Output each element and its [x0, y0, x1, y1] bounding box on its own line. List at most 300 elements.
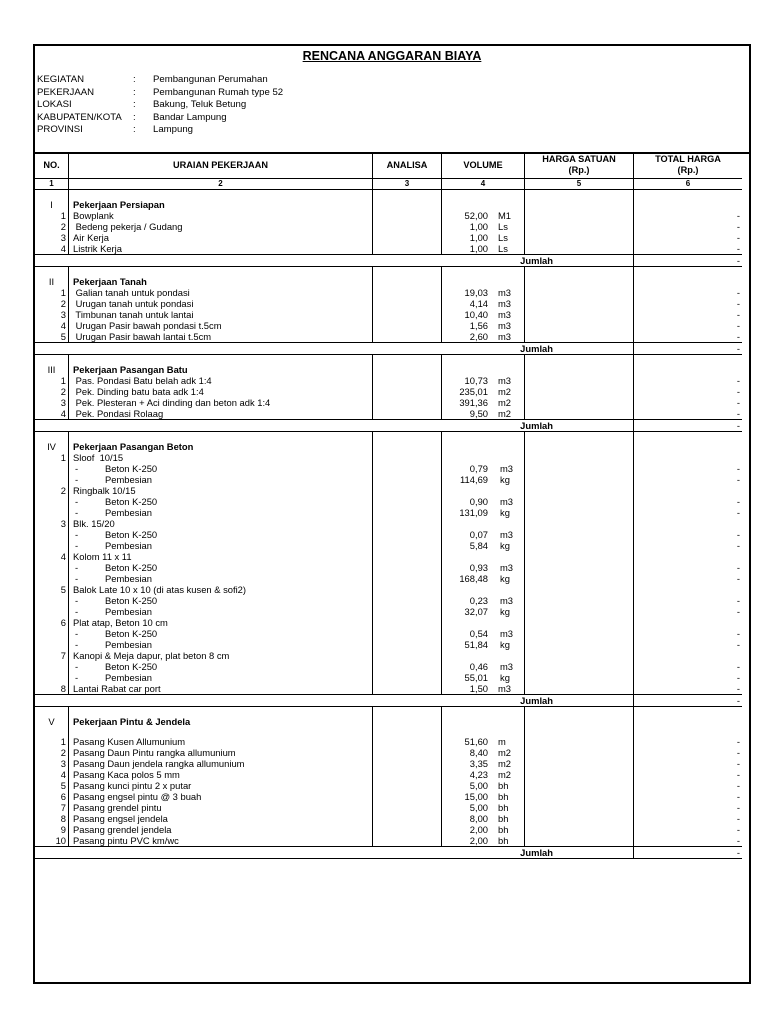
item-row [35, 375, 742, 386]
cell-total-harga: - [736, 628, 740, 639]
blank-row [35, 727, 742, 736]
cell-no [35, 267, 69, 277]
cell-total-harga: - [736, 595, 740, 606]
cell-uraian [69, 432, 373, 442]
subitem-dash: - [75, 562, 79, 573]
cell-analisa [373, 518, 442, 529]
cell-volume-unit: kg [490, 474, 525, 485]
info-colon: : [133, 111, 136, 123]
cell-uraian: Pek. Dinding batu bata adk 1:4 [69, 386, 373, 397]
cell-total-harga: - [736, 496, 740, 507]
cell-harga-satuan [525, 309, 634, 320]
cell-no [35, 529, 69, 540]
col-volume-header: VOLUME [442, 152, 525, 179]
cell-harga-satuan [525, 529, 634, 540]
cell-volume-unit: Ls [490, 221, 525, 232]
cell-volume-qty [442, 584, 491, 595]
subitem-row [35, 463, 742, 474]
cell-volume-qty: 51,60 [464, 736, 488, 747]
cell-no: 1 [35, 375, 69, 386]
cell-no: 3 [35, 232, 69, 243]
cell-volume-unit: m3 [490, 320, 525, 331]
cell-harga-satuan [525, 432, 634, 442]
cell-harga-satuan [525, 802, 634, 813]
cell-harga-satuan [525, 617, 634, 628]
jumlah-label: Jumlah [69, 847, 634, 859]
cell-volume-unit: bh [490, 835, 525, 847]
info-label: PROVINSI [37, 124, 83, 136]
cell-harga-satuan [525, 707, 634, 717]
cell-harga-satuan [525, 386, 634, 397]
cell-analisa [373, 769, 442, 780]
cell-no: 4 [35, 320, 69, 331]
cell-volume-unit: m3 [490, 287, 525, 298]
cell-analisa [373, 355, 442, 365]
cell-volume-qty: 51,84 [464, 639, 488, 650]
cell-analisa [373, 562, 442, 573]
cell-harga-satuan [525, 606, 634, 617]
cell-analisa [373, 551, 442, 562]
section-row [35, 276, 742, 287]
item-row [35, 758, 742, 769]
cell-no: 1 [35, 736, 69, 747]
cell-total-harga: - [736, 232, 740, 243]
cell-volume-qty: 10,73 [464, 375, 488, 386]
cell-uraian: Pasang grendel pintu [69, 802, 373, 813]
item-row [35, 551, 742, 562]
cell-volume-qty [442, 190, 491, 200]
cell-analisa [373, 780, 442, 791]
cell-harga-satuan [525, 780, 634, 791]
cell-uraian [69, 540, 373, 551]
cell-uraian: Pasang kunci pintu 2 x putar [69, 780, 373, 791]
subtotal-row [35, 343, 742, 355]
cell-analisa [373, 386, 442, 397]
cell-volume-qty: 0,90 [469, 496, 488, 507]
cell-volume-unit [490, 364, 525, 375]
cell-no [35, 695, 69, 707]
item-row [35, 408, 742, 420]
cell-no [35, 606, 69, 617]
cell-no: II [35, 276, 69, 287]
blank-row [35, 355, 742, 365]
cell-volume-qty [442, 432, 491, 442]
cell-no: 4 [35, 551, 69, 562]
subitem-label: Pembesian [105, 606, 152, 617]
col-uraian-header: URAIAN PEKERJAAN [69, 152, 373, 179]
cell-no: IV [35, 441, 69, 452]
cell-volume-qty: 15,00 [464, 791, 488, 802]
cell-total-harga: - [736, 573, 740, 584]
cell-volume-qty: 168,48 [459, 573, 488, 584]
cell-uraian [69, 463, 373, 474]
item-row [35, 802, 742, 813]
cell-total-harga [634, 707, 743, 717]
cell-total-harga: - [736, 331, 740, 342]
info-label: KABUPATEN/KOTA [37, 111, 122, 123]
cell-volume-unit: m3 [490, 463, 525, 474]
cell-volume-qty: 0,54 [469, 628, 488, 639]
cell-harga-satuan [525, 769, 634, 780]
cell-uraian: Blk. 15/20 [69, 518, 373, 529]
cell-volume-qty: 1,00 [469, 221, 488, 232]
subitem-row [35, 661, 742, 672]
cell-volume-qty: 8,40 [469, 747, 488, 758]
cell-uraian: Pekerjaan Tanah [69, 276, 373, 287]
cell-no: 6 [35, 617, 69, 628]
cell-uraian: Pasang pintu PVC km/wc [69, 835, 373, 847]
cell-uraian: Sloof 10/15 [69, 452, 373, 463]
cell-uraian: Urugan Pasir bawah pondasi t.5cm [69, 320, 373, 331]
subitem-row [35, 529, 742, 540]
cell-analisa [373, 835, 442, 847]
cell-analisa [373, 606, 442, 617]
subtotal-row [35, 255, 742, 267]
cell-analisa [373, 276, 442, 287]
cell-volume-qty: 52,00 [464, 210, 488, 221]
cell-total-harga: - [736, 507, 740, 518]
cell-volume-qty: 0,79 [469, 463, 488, 474]
cell-analisa [373, 716, 442, 727]
cell-total-harga: - [736, 474, 740, 485]
item-row [35, 221, 742, 232]
cell-uraian: Pasang Kaca polos 5 mm [69, 769, 373, 780]
cell-uraian: Kanopi & Meja dapur, plat beton 8 cm [69, 650, 373, 661]
cell-harga-satuan [525, 210, 634, 221]
cell-uraian [69, 496, 373, 507]
cell-volume-qty [442, 551, 491, 562]
cell-volume-unit: m2 [490, 758, 525, 769]
cell-uraian: Pasang Daun Pintu rangka allumunium [69, 747, 373, 758]
subitem-label: Pembesian [105, 507, 152, 518]
info-value: Bandar Lampung [153, 111, 227, 123]
cell-volume-unit: Ls [490, 243, 525, 255]
jumlah-label: Jumlah [69, 695, 634, 707]
cell-no: 4 [35, 243, 69, 255]
cell-no [35, 639, 69, 650]
cell-no [35, 190, 69, 200]
cell-harga-satuan [525, 727, 634, 736]
section-row [35, 441, 742, 452]
info-row [37, 124, 453, 137]
info-row [37, 87, 453, 100]
cell-uraian: Pekerjaan Pasangan Batu [69, 364, 373, 375]
item-row [35, 320, 742, 331]
cell-analisa [373, 758, 442, 769]
cell-uraian: Pasang engsel jendela [69, 813, 373, 824]
cell-volume-unit [490, 485, 525, 496]
subitem-dash: - [75, 474, 79, 485]
cell-uraian: Lantai Rabat car port [69, 683, 373, 695]
cell-harga-satuan [525, 584, 634, 595]
col-analisa-header: ANALISA [373, 152, 442, 179]
cell-analisa [373, 463, 442, 474]
cell-total-harga: - [736, 408, 740, 419]
subtotal-value: - [634, 343, 743, 355]
cell-volume-unit: m2 [490, 747, 525, 758]
blank-row [35, 432, 742, 442]
cell-total-harga [634, 432, 743, 442]
document-title: RENCANA ANGGARAN BIAYA [302, 49, 482, 63]
cell-no [35, 507, 69, 518]
cell-volume-unit: m3 [490, 529, 525, 540]
info-label: PEKERJAAN [37, 86, 95, 98]
cell-analisa [373, 320, 442, 331]
table-header-row [35, 152, 742, 179]
cell-volume-unit [490, 355, 525, 365]
cell-uraian: Galian tanah untuk pondasi [69, 287, 373, 298]
cell-total-harga [634, 364, 743, 375]
cell-total-harga: - [736, 835, 740, 846]
subtotal-row [35, 847, 742, 859]
cell-no [35, 562, 69, 573]
col-number-4: 4 [442, 179, 525, 190]
cell-volume-unit: m3 [490, 375, 525, 386]
subitem-label: Beton K-250 [105, 529, 158, 540]
cell-analisa [373, 190, 442, 200]
item-row [35, 791, 742, 802]
cell-analisa [373, 298, 442, 309]
cell-uraian: Pasang Kusen Allumunium [69, 736, 373, 747]
cell-volume-qty [442, 441, 491, 452]
subitem-label: Pembesian [105, 639, 152, 650]
cell-uraian [69, 474, 373, 485]
item-row [35, 452, 742, 463]
cell-uraian: Pasang engsel pintu @ 3 buah [69, 791, 373, 802]
cell-total-harga [634, 190, 743, 200]
cell-uraian [69, 628, 373, 639]
cell-total-harga: - [736, 529, 740, 540]
cell-volume-unit [490, 432, 525, 442]
cell-volume-qty [442, 452, 491, 463]
cell-total-harga: - [736, 758, 740, 769]
cell-no [35, 432, 69, 442]
col-no-header: NO. [35, 152, 69, 179]
cell-analisa [373, 221, 442, 232]
cell-analisa [373, 824, 442, 835]
cell-volume-qty: 1,50 [469, 683, 488, 694]
cell-no: 10 [35, 835, 69, 847]
cell-harga-satuan [525, 824, 634, 835]
cell-uraian [69, 507, 373, 518]
cell-analisa [373, 707, 442, 717]
col-total-harga-header [634, 152, 743, 179]
info-value: Lampung [153, 124, 194, 136]
item-row [35, 232, 742, 243]
subitem-dash: - [75, 672, 79, 683]
col-number-3: 3 [373, 179, 442, 190]
cell-total-harga: - [736, 375, 740, 386]
section-row [35, 199, 742, 210]
cell-harga-satuan [525, 441, 634, 452]
project-info [37, 74, 453, 137]
cell-no: 2 [35, 298, 69, 309]
cell-harga-satuan [525, 397, 634, 408]
item-row [35, 309, 742, 320]
cell-volume-unit: bh [490, 824, 525, 835]
total-harga-label: TOTAL HARGA [655, 154, 721, 164]
subitem-label: Beton K-250 [105, 661, 158, 672]
cell-analisa [373, 364, 442, 375]
cell-total-harga: - [736, 824, 740, 835]
total-harga-unit: (Rp.) [677, 165, 699, 175]
cell-analisa [373, 791, 442, 802]
cell-volume-unit: bh [490, 813, 525, 824]
cell-volume-qty: 5,84 [469, 540, 488, 551]
cell-harga-satuan [525, 452, 634, 463]
cell-volume-unit [490, 716, 525, 727]
cell-uraian [69, 672, 373, 683]
cell-harga-satuan [525, 540, 634, 551]
cell-total-harga [634, 276, 743, 287]
cell-analisa [373, 287, 442, 298]
cell-uraian: Kolom 11 x 11 [69, 551, 373, 562]
blank-row [35, 267, 742, 277]
cell-volume-unit [490, 584, 525, 595]
cell-total-harga: - [736, 562, 740, 573]
item-row [35, 683, 742, 695]
subitem-label: Pembesian [105, 573, 152, 584]
col-harga-satuan-header [525, 152, 634, 179]
subitem-label: Pembesian [105, 540, 152, 551]
cell-uraian: Pasang Daun jendela rangka allumunium [69, 758, 373, 769]
cell-harga-satuan [525, 243, 634, 255]
cell-analisa [373, 309, 442, 320]
cell-uraian: Balok Late 10 x 10 (di atas kusen & sofi2) [69, 584, 373, 595]
jumlah-label: Jumlah [69, 343, 634, 355]
cell-volume-unit: Ls [490, 232, 525, 243]
cell-volume-unit: m2 [490, 397, 525, 408]
subitem-dash: - [75, 573, 79, 584]
cell-analisa [373, 727, 442, 736]
cell-volume-unit: m3 [490, 683, 525, 695]
cell-total-harga: - [736, 397, 740, 408]
cell-volume-qty [442, 355, 491, 365]
subitem-label: Pembesian [105, 672, 152, 683]
cell-no [35, 343, 69, 355]
info-label: LOKASI [37, 99, 72, 111]
cell-total-harga [634, 518, 743, 529]
item-row [35, 780, 742, 791]
subitem-row [35, 595, 742, 606]
cell-harga-satuan [525, 320, 634, 331]
cell-no: 7 [35, 650, 69, 661]
cell-uraian: Bedeng pekerja / Gudang [69, 221, 373, 232]
cell-uraian: Air Kerja [69, 232, 373, 243]
cell-total-harga: - [736, 540, 740, 551]
cell-volume-qty [442, 518, 491, 529]
cell-no [35, 355, 69, 365]
item-row [35, 824, 742, 835]
cell-no: 2 [35, 485, 69, 496]
cell-no [35, 573, 69, 584]
cell-no [35, 628, 69, 639]
cell-harga-satuan [525, 474, 634, 485]
cell-analisa [373, 199, 442, 210]
cell-volume-qty: 10,40 [464, 309, 488, 320]
cell-volume-qty: 1,00 [469, 243, 488, 254]
subitem-row [35, 507, 742, 518]
col-number-6: 6 [634, 179, 743, 190]
cell-total-harga: - [736, 287, 740, 298]
cell-harga-satuan [525, 650, 634, 661]
cell-volume-unit: bh [490, 802, 525, 813]
cell-harga-satuan [525, 463, 634, 474]
info-value: Bakung, Teluk Betung [153, 99, 247, 111]
cell-no [35, 496, 69, 507]
subitem-dash: - [75, 507, 79, 518]
cell-no: 1 [35, 210, 69, 221]
cell-no: III [35, 364, 69, 375]
section-row [35, 716, 742, 727]
subitem-label: Beton K-250 [105, 496, 158, 507]
cell-uraian: Pekerjaan Persiapan [69, 199, 373, 210]
cell-no [35, 672, 69, 683]
subitem-dash: - [75, 595, 79, 606]
cell-harga-satuan [525, 813, 634, 824]
subitem-row [35, 639, 742, 650]
cell-volume-unit [490, 727, 525, 736]
cell-total-harga: - [736, 769, 740, 780]
info-label: KEGIATAN [37, 74, 85, 85]
subitem-row [35, 496, 742, 507]
cell-harga-satuan [525, 298, 634, 309]
cell-volume-unit: m2 [490, 769, 525, 780]
cell-uraian: Pasang grendel jendela [69, 824, 373, 835]
cell-total-harga: - [736, 386, 740, 397]
cell-no: 9 [35, 824, 69, 835]
cell-uraian [69, 661, 373, 672]
cell-no [35, 847, 69, 859]
budget-table-body [35, 190, 742, 859]
cell-total-harga: - [736, 683, 740, 694]
cell-volume-qty [442, 199, 491, 210]
cell-no [35, 255, 69, 267]
cell-analisa [373, 496, 442, 507]
cell-volume-unit: M1 [490, 210, 525, 221]
cell-no [35, 420, 69, 432]
cell-uraian [69, 639, 373, 650]
cell-volume-unit: m2 [490, 408, 525, 420]
cell-volume-unit: m2 [490, 386, 525, 397]
info-colon: : [133, 74, 136, 85]
item-row [35, 210, 742, 221]
cell-total-harga: - [736, 672, 740, 683]
cell-volume-unit [490, 707, 525, 717]
subitem-row [35, 606, 742, 617]
cell-volume-qty: 5,00 [469, 780, 488, 791]
item-row [35, 485, 742, 496]
cell-harga-satuan [525, 331, 634, 343]
cell-volume-qty [442, 650, 491, 661]
cell-no: I [35, 199, 69, 210]
info-value: Pembangunan Perumahan [153, 74, 268, 85]
cell-harga-satuan [525, 758, 634, 769]
cell-volume-qty: 55,01 [464, 672, 488, 683]
cell-volume-qty [442, 716, 491, 727]
cell-total-harga: - [736, 243, 740, 254]
cell-uraian [69, 267, 373, 277]
cell-volume-unit: kg [490, 606, 525, 617]
item-row [35, 736, 742, 747]
cell-total-harga: - [736, 736, 740, 747]
blank-row [35, 707, 742, 717]
cell-no [35, 463, 69, 474]
jumlah-label: Jumlah [69, 420, 634, 432]
subitem-dash: - [75, 540, 79, 551]
blank-row [35, 190, 742, 200]
subitem-row [35, 628, 742, 639]
